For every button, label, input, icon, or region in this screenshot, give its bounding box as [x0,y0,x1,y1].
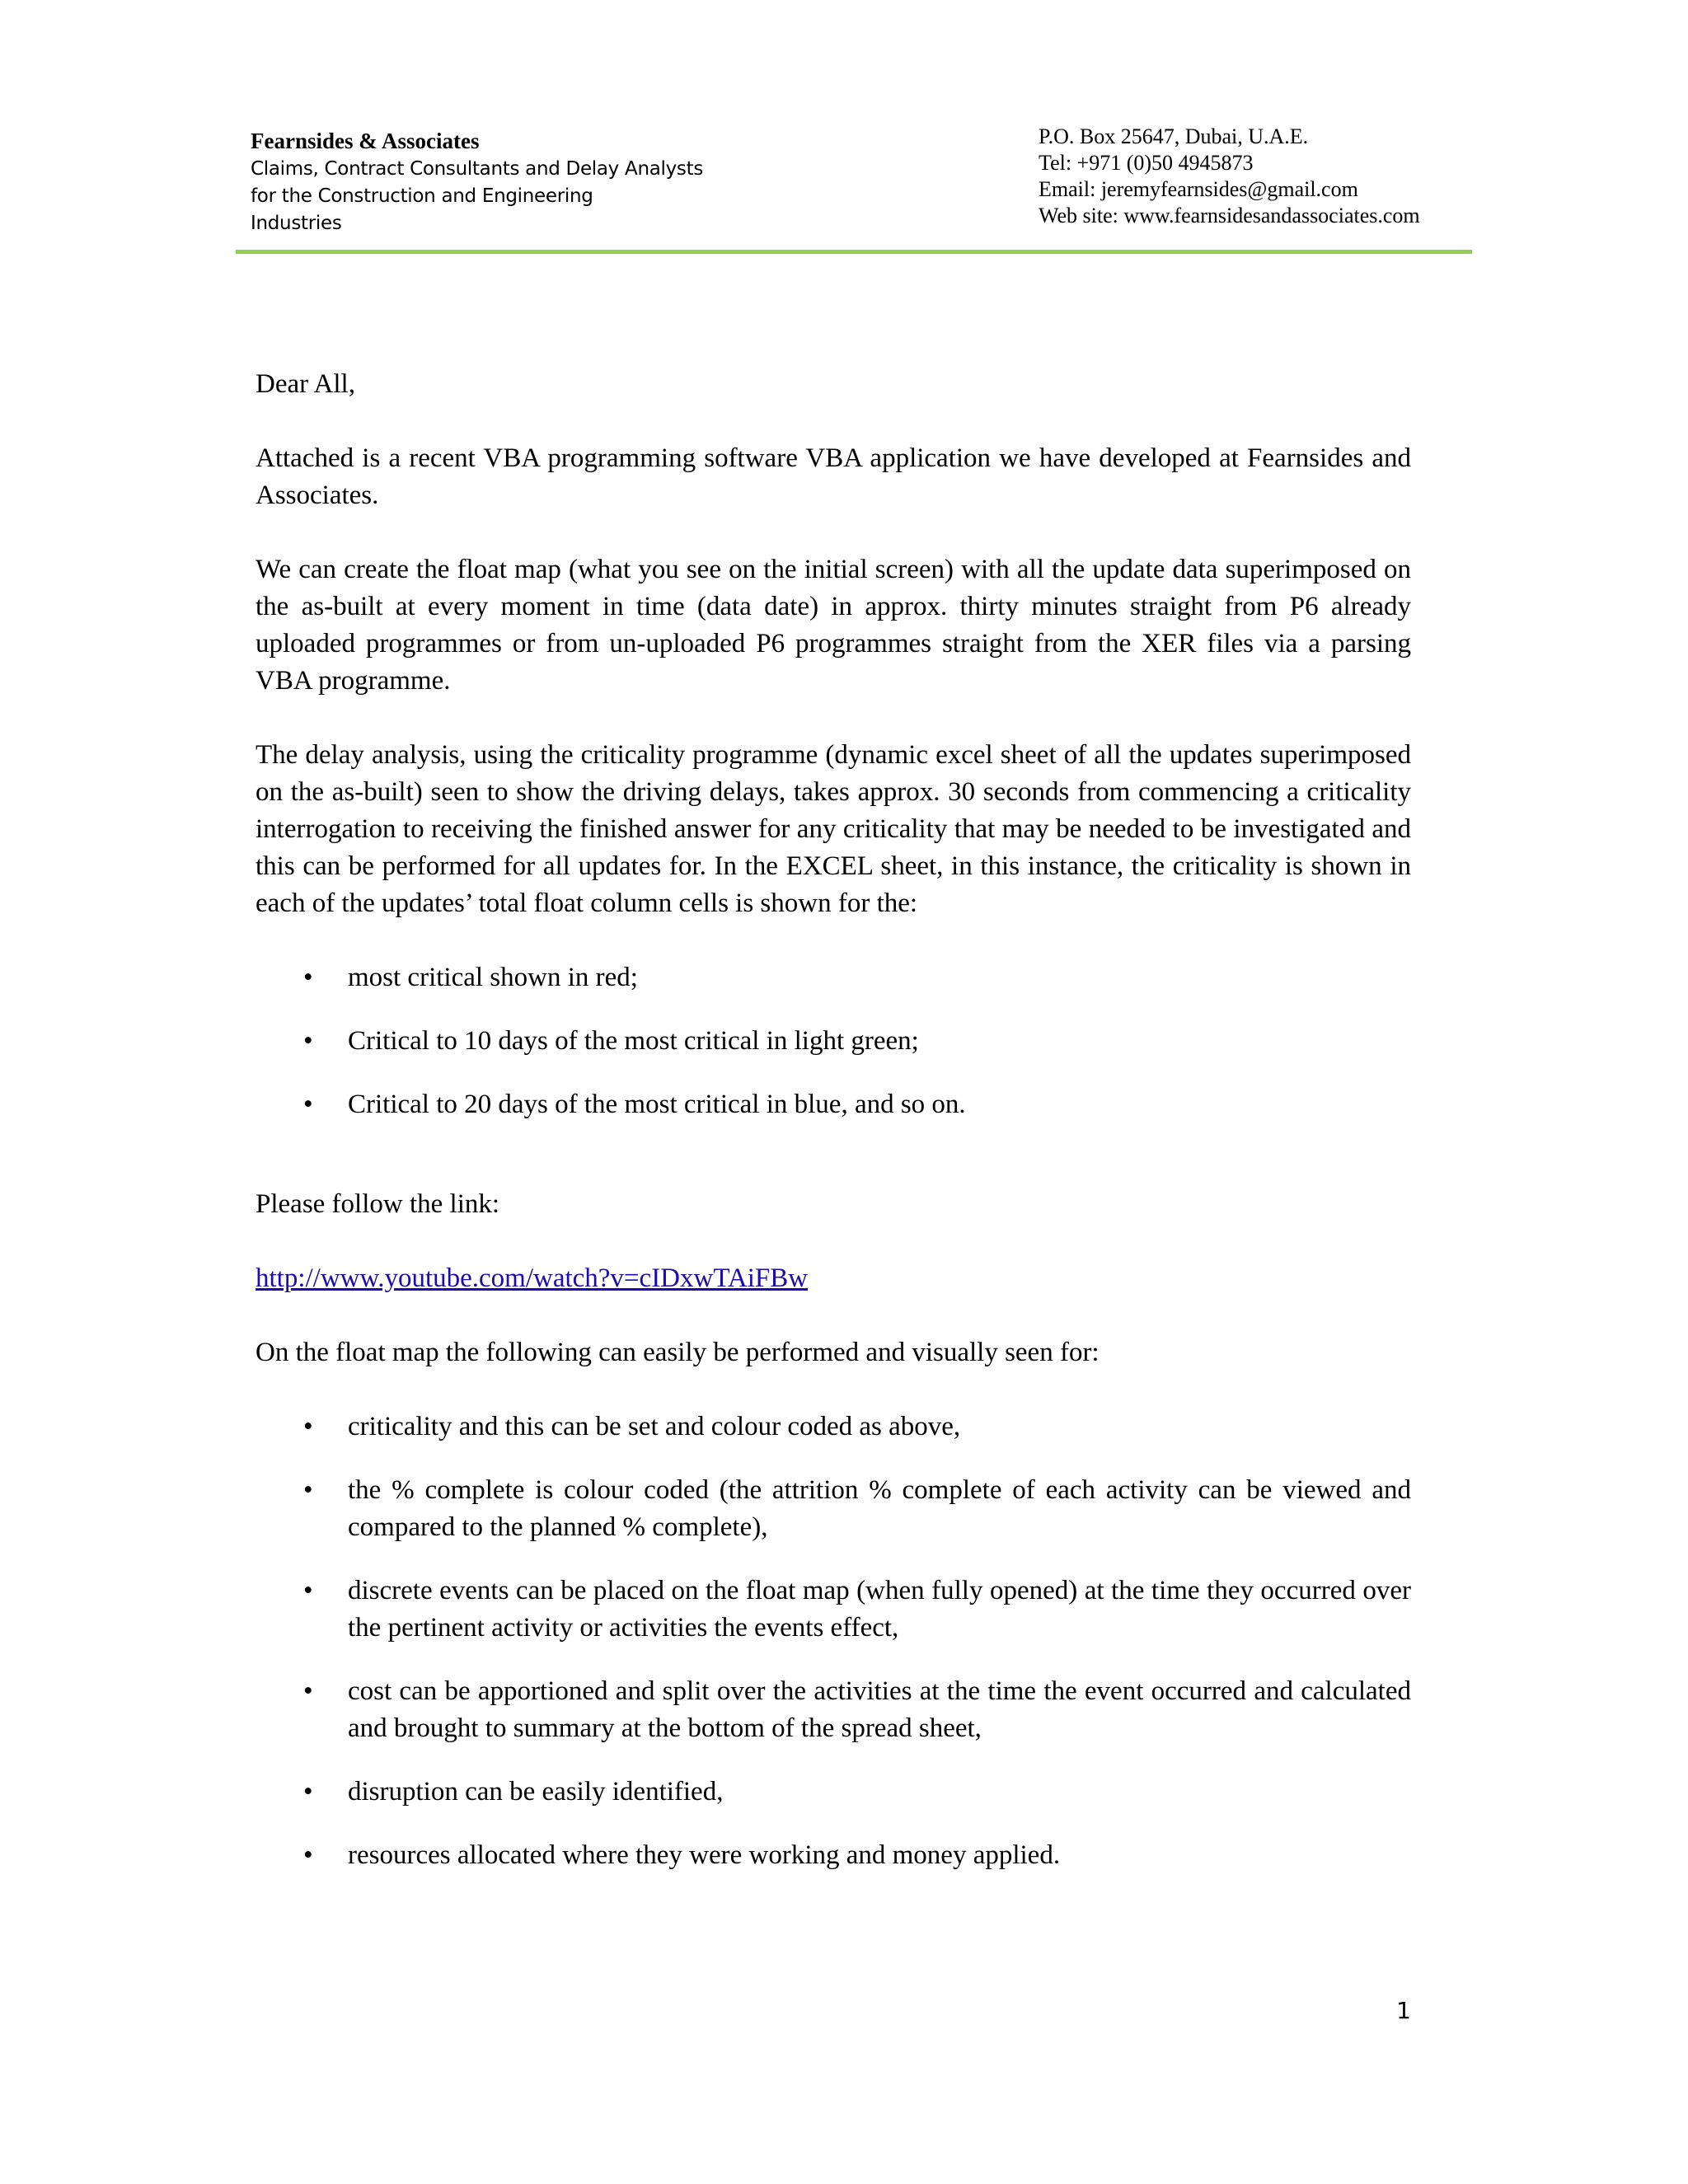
list-item [256,1023,1411,1060]
criticality-list [256,959,1411,1123]
list-item-text: the % complete is colour coded (the attrition % complete of each activity can be viewed and compared to the planned % complete), [348,1475,1411,1542]
list-item-text: Critical to 20 days of the most critical in blue, and so on. [348,1090,966,1119]
bullet-icon: • [303,1026,313,1056]
paragraph-intro: Attached is a recent VBA programming software VBA application we have developed at Fearnsides and Associates. [256,443,1411,510]
letterhead-contact-block [1039,124,1484,229]
list-item [256,1837,1411,1874]
tagline-line-1: Claims, Contract Consultants and Delay Analysts [251,158,703,180]
list-item-text: Critical to 10 days of the most critical in light green; [348,1026,919,1056]
bullet-icon: • [303,1475,313,1505]
letter-body [256,366,1411,1874]
youtube-link[interactable]: http://www.youtube.com/watch?v=cIDxwTAiFBw [256,1263,809,1293]
bullet-icon: • [303,1576,313,1605]
contact-address: P.O. Box 25647, Dubai, U.A.E. [1039,124,1309,148]
bullet-icon: • [303,963,313,992]
paragraph-float-map: We can create the float map (what you see on the initial screen) with all the update data superimposed on the as-built at every moment in time (data date) in approx. thirty minutes straight from P6 already uploaded programmes or from un-uploaded P6 programmes straight from the XER files via a parsing VBA programme. [256,555,1411,696]
float-map-list [256,1408,1411,1874]
list-item [256,1774,1411,1811]
tagline-line-2: for the Construction and Engineering [251,185,593,207]
list-item-text: most critical shown in red; [348,963,638,992]
float-map-intro: On the float map the following can easily be performed and visually seen for: [256,1338,1100,1367]
bullet-icon: • [303,1090,313,1119]
paragraph-delay-analysis: The delay analysis, using the criticality programme (dynamic excel sheet of all the updates superimposed on the as-built) seen to show the driving delays, takes approx. 30 seconds from commencing a criticality interrogation to receiving the finished answer for any criticality that may be needed to be investigated and this can be performed for all updates for. In the EXCEL sheet, in this instance, the criticality is shown in each of the updates’ total float column cells is shown for the: [256,740,1411,918]
list-item-text: disruption can be easily identified, [348,1777,724,1807]
letterhead-company-block [251,126,877,237]
contact-phone: Tel: +971 (0)50 4945873 [1039,151,1254,175]
company-name: Fearnsides & Associates [251,129,480,153]
list-item-text: cost can be apportioned and split over the activities at the time the event occurred and calculated and brought to summary at the bottom of the spread sheet, [348,1676,1411,1743]
list-item [256,1408,1411,1446]
bullet-icon: • [303,1676,313,1706]
contact-email: Email: jeremyfearnsides@gmail.com [1039,177,1358,201]
list-item-text: criticality and this can be set and colour coded as above, [348,1412,961,1441]
salutation: Dear All, [256,369,355,399]
bullet-icon: • [303,1412,313,1441]
list-item [256,1572,1411,1647]
list-item [256,1673,1411,1747]
contact-website: Web site: www.fearnsidesandassociates.com [1039,204,1420,227]
bullet-icon: • [303,1777,313,1807]
list-item [256,1086,1411,1123]
page-number: 1 [1396,1997,1411,2024]
list-item [256,959,1411,996]
list-item [256,1472,1411,1546]
follow-link-text: Please follow the link: [256,1189,500,1219]
letterhead-divider [236,250,1472,254]
bullet-icon: • [303,1840,313,1870]
list-item-text: discrete events can be placed on the float map (when fully opened) at the time they occurred over the pertinent activity or activities the events effect, [348,1576,1411,1643]
tagline-line-3: Industries [251,213,342,234]
list-item-text: resources allocated where they were working and money applied. [348,1840,1061,1870]
